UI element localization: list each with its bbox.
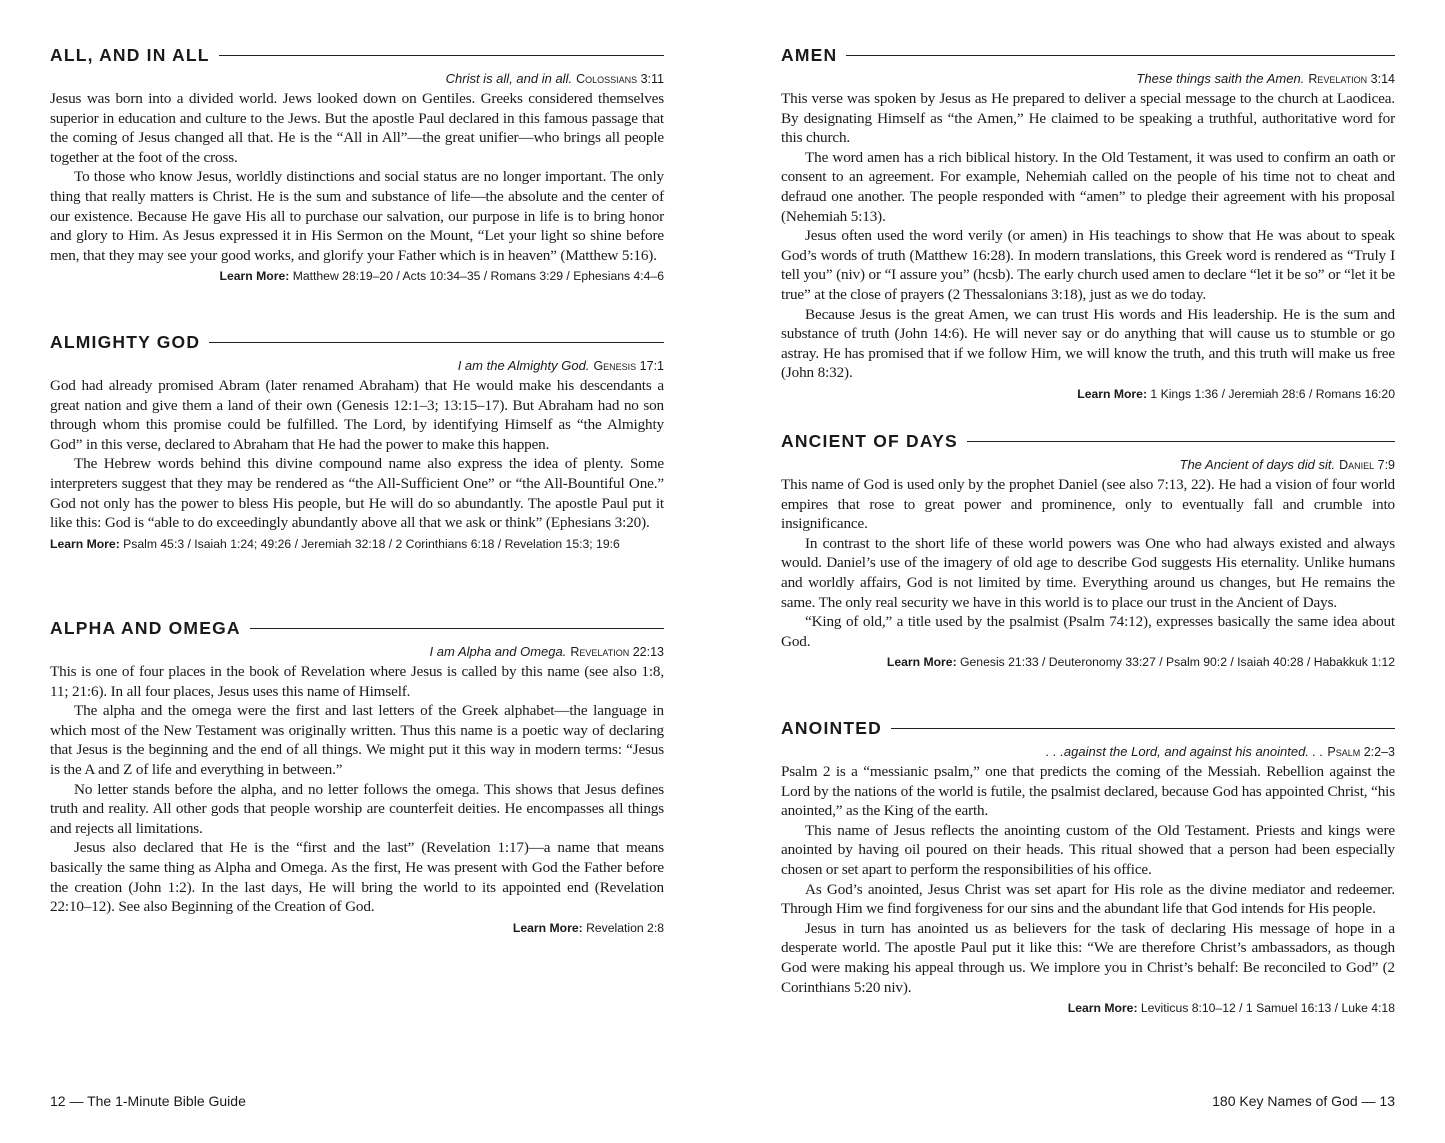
entry-body xyxy=(781,89,1395,383)
paragraph: The word amen has a rich biblical history. In the Old Testament, it was used to confirm an oath or consent to an agreement. For example, Nehemiah called on the people of his time not to cheat and defraud one another. The people responded with “amen” to pledge their agreement with his proposal (Nehemiah 5:13). xyxy=(781,148,1395,225)
entry-alpha-and-omega xyxy=(50,617,664,938)
paragraph: Jesus in turn has anointed us as believers for the task of declaring His message of hope in a desperate world. The apostle Paul put it like this: “We are therefore Christ’s ambassadors, as though God were making his appeal through us. We implore you in Christ’s behalf: Be reconciled to God” (2 Corinthians 5:20 niv). xyxy=(781,919,1395,996)
entry-all-and-in-all xyxy=(50,44,664,286)
learn-more: Learn More: 1 Kings 1:36 / Jeremiah 28:6 / Romans 16:20 xyxy=(1077,386,1395,401)
entry-heading: ALL, AND IN ALL xyxy=(50,44,664,66)
paragraph: “King of old,” a title used by the psalmist (Psalm 74:12), expresses basically the same idea about God. xyxy=(781,613,1395,650)
paragraph: This verse was spoken by Jesus as He prepared to deliver a special message to the church at Laodicea. By designating Himself as “the Amen,” He claimed to be speaking a truthful, authoritative word for this church. xyxy=(781,90,1395,147)
key-verse: The Ancient of days did sit. Daniel 7:9 xyxy=(1179,457,1395,472)
paragraph: This is one of four places in the book of Revelation where Jesus is called by this name (see also 1:8, 11; 21:6). In all four places, Jesus uses this name of Himself. xyxy=(50,663,664,700)
heading-rule xyxy=(209,342,664,343)
paragraph: God had already promised Abram (later renamed Abraham) that He would make his descendants a great nation and give them a land of their own (Genesis 12:1–3; 13:15–17). But Abraham had no son through whom this promise could be fulfilled. The Lord, by identifying Himself as “the Almighty God” in this verse, declared to Abraham that He had the power to make this happen. xyxy=(50,377,664,453)
entry-heading: ALPHA AND OMEGA xyxy=(50,617,664,639)
left-page xyxy=(50,0,664,1143)
heading-rule xyxy=(967,441,1395,442)
paragraph: This name of Jesus reflects the anointing custom of the Old Testament. Priests and kings were anointed by having oil poured on their heads. This ritual showed that a person had been especially chosen or set apart to perform the responsibilities of his office. xyxy=(781,821,1395,878)
paragraph: Jesus was born into a divided world. Jews looked down on Gentiles. Greeks considered themselves superior in education and culture to the Jews. But the apostle Paul declared in this famous passage that the coming of Jesus changed all that. He is the “All in All”—the great unifier—who brings all people together at the foot of the cross. xyxy=(50,90,664,166)
heading-rule xyxy=(219,55,664,56)
entry-body xyxy=(50,662,664,917)
paragraph: The alpha and the omega were the first and last letters of the Greek alphabet—the language in which most of the New Testament was originally written. Thus this name is a poetic way of declaring that Jesus is the beginning and the end of all things. We might put it this way in modern terms: “Jesus is the A and Z of life and everything in between.” xyxy=(50,702,664,778)
paragraph: Psalm 2 is a “messianic psalm,” one that predicts the coming of the Messiah. Rebellion against the Lord by the nations of the world is futile, the psalmist declared, because God has appointed Christ, “his anointed,” as the King of the earth. xyxy=(781,763,1395,820)
entry-heading: ALMIGHTY GOD xyxy=(50,331,664,353)
key-verse: I am Alpha and Omega. Revelation 22:13 xyxy=(429,644,664,659)
key-verse: These things saith the Amen. Revelation 3:14 xyxy=(1136,71,1395,86)
entry-anointed xyxy=(781,717,1395,1018)
entry-ancient-of-days xyxy=(781,430,1395,672)
paragraph: As God’s anointed, Jesus Christ was set apart for His role as the divine mediator and redeemer. Through Him we find forgiveness for our sins and the abundant life that God intends for His people. xyxy=(781,880,1395,918)
key-verse: I am the Almighty God. Genesis 17:1 xyxy=(457,358,664,373)
paragraph: Because Jesus is the great Amen, we can trust His words and His leadership. He is the sum and substance of truth (John 14:6). He will never say or do anything that will cause us to stumble or go astray. He has promised that if we follow Him, we will know the truth, and this truth will make us free (John 8:32). xyxy=(781,305,1395,382)
key-verse: Christ is all, and in all. Colossians 3:11 xyxy=(445,71,664,86)
paragraph: To those who know Jesus, worldly distinctions and social status are no longer important. The only thing that really matters is Christ. He is the sum and substance of life—the absolute and the center of our existence. Because He gave His all to purchase our salvation, our purpose in life is to bring honor and glory to Him. As Jesus expressed it in His Sermon on the Mount, “Let your light so shine before men, that they may see your good works, and glorify your Father which is in heaven” (Matthew 5:16). xyxy=(50,168,664,264)
paragraph: The Hebrew words behind this divine compound name also express the idea of plenty. Some interpreters suggest that they may be rendered as “the All-Sufficient One” or “the All-Bountiful One.” God not only has the power to bless His people, but He will do so abundantly. The apostle Paul put it like this: God is “able to do exceedingly abundantly above all that we ask or think” (Ephesians 3:20). xyxy=(50,455,664,532)
left-page-footer: 12 — The 1-Minute Bible Guide xyxy=(50,1093,246,1109)
paragraph: This name of God is used only by the prophet Daniel (see also 7:13, 22). He had a vision of four world empires that rose to great power and prominence, only to eventually fall and crumble into insignificance. xyxy=(781,476,1395,533)
learn-more: Learn More: Matthew 28:19–20 / Acts 10:34–35 / Romans 3:29 / Ephesians 4:4–6 xyxy=(219,269,664,284)
paragraph: Jesus often used the word verily (or amen) in His teachings to show that He was about to speak God’s words of truth (Matthew 16:28). In modern translations, this Greek word is rendered as “Truly I tell you” (niv) or “I assure you” (hcsb). The early church used amen to declare “let it be so” or “let it be true” at the close of prayers (2 Thessalonians 3:18), just as we do today. xyxy=(781,227,1395,303)
heading-rule xyxy=(846,55,1395,56)
paragraph: Jesus also declared that He is the “first and the last” (Revelation 1:17)—a name that means basically the same thing as Alpha and Omega. As the first, He was present with God the Father before the creation (John 1:2). In the last days, He will bring the world to its appointed end (Revelation 22:10–12). See also Beginning of the Creation of God. xyxy=(50,839,664,916)
entry-heading: AMEN xyxy=(781,44,1395,66)
learn-more: Learn More: Leviticus 8:10–12 / 1 Samuel 16:13 / Luke 4:18 xyxy=(1067,1001,1395,1016)
learn-more: Learn More: Revelation 2:8 xyxy=(512,920,664,935)
heading-rule xyxy=(250,628,664,629)
paragraph: No letter stands before the alpha, and no letter follows the omega. This shows that Jesus defines truth and reality. All other gods that people worship are counterfeit deities. He encompasses all things and rejects all limitations. xyxy=(50,780,664,837)
entry-body xyxy=(50,89,664,265)
key-verse: . . .against the Lord, and against his anointed. . . Psalm 2:2–3 xyxy=(1045,744,1395,759)
entry-heading: ANOINTED xyxy=(781,717,1395,739)
paragraph: In contrast to the short life of these world powers was One who had always existed and always would. Daniel’s use of the imagery of old age to describe God suggests His eternality. Unlike humans and worldly affairs, God is not limited by time. Everything around us changes, but He remains the same. The only real security we have in this world is to place our trust in the Ancient of Days. xyxy=(781,534,1395,611)
learn-more: Learn More: Genesis 21:33 / Deuteronomy 33:27 / Psalm 90:2 / Isaiah 40:28 / Habakkuk 1:12 xyxy=(886,655,1395,670)
learn-more: Learn More: Psalm 45:3 / Isaiah 1:24; 49:26 / Jeremiah 32:18 / 2 Corinthians 6:18 / Revelation 15:3; 19:6 xyxy=(50,536,620,551)
entry-body xyxy=(781,762,1395,997)
entry-amen xyxy=(781,44,1395,404)
entry-body xyxy=(781,475,1395,651)
entry-heading: ANCIENT OF DAYS xyxy=(781,430,1395,452)
heading-rule xyxy=(891,728,1395,729)
right-page xyxy=(781,0,1395,1143)
right-page-footer: 180 Key Names of God — 13 xyxy=(1212,1093,1395,1109)
entry-almighty-god xyxy=(50,331,664,554)
entry-body xyxy=(50,376,664,533)
